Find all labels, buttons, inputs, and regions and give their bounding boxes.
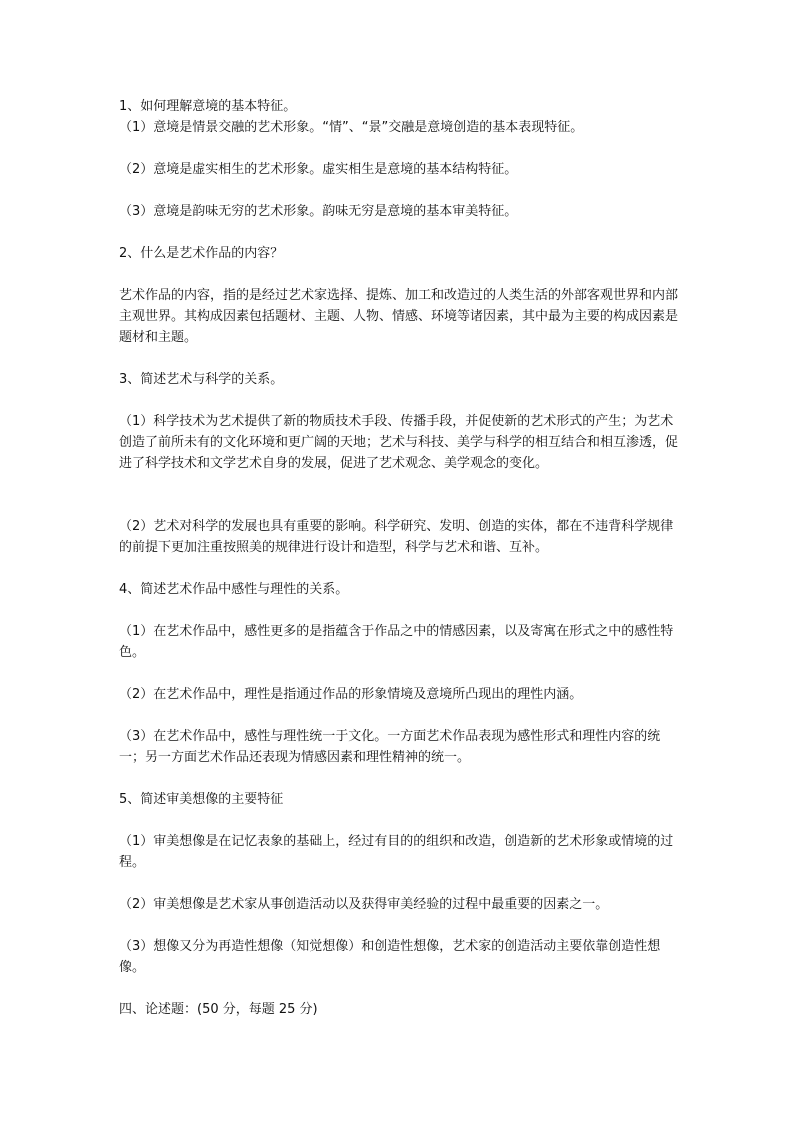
answer-3-point-2: （2）艺术对科学的发展也具有重要的影响。科学研究、发明、创造的实体，都在不违背科学规律的前提下更加注重按照美的规律进行设计和造型，科学与艺术和谐、互补。 <box>119 519 674 555</box>
answer-1-point-1: （1）意境是情景交融的艺术形象。“情”、“景”交融是意境创造的基本表现特征。 <box>119 120 584 135</box>
answer-4-point-1: （1）在艺术作品中，感性更多的是指蕴含于作品之中的情感因素，以及寄寓在形式之中的感性特色。 <box>119 624 674 660</box>
question-2-title: 2、什么是艺术作品的内容？ <box>119 246 284 261</box>
answer-4-point-3: （3）在艺术作品中，感性与理性统一于文化。一方面艺术作品表现为感性形式和理性内容的统一；另一方面艺术作品还表现为情感因素和理性精神的统一。 <box>119 729 661 765</box>
document-page <box>119 96 679 1020</box>
answer-5-point-2: （2）审美想像是艺术家从事创造活动以及获得审美经验的过程中最重要的因素之一。 <box>119 897 609 912</box>
answer-2: 艺术作品的内容，指的是经过艺术家选择、提炼、加工和改造过的人类生活的外部客观世界和内部主观世界。其构成因素包括题材、主题、人物、情感、环境等诸因素，其中最为主要的构成因素是题材和主题。 <box>119 288 679 345</box>
question-4-title: 4、简述艺术作品中感性与理性的关系。 <box>119 582 349 597</box>
answer-5-point-3: （3）想像又分为再造性想像（知觉想像）和创造性想像，艺术家的创造活动主要依靠创造性想像。 <box>119 939 661 975</box>
answer-5-point-1: （1）审美想像是在记忆表象的基础上，经过有目的的组织和改造，创造新的艺术形象或情境的过程。 <box>119 834 674 870</box>
answer-1-point-3: （3）意境是韵味无穷的艺术形象。韵味无穷是意境的基本审美特征。 <box>119 204 518 219</box>
question-3-title: 3、简述艺术与科学的关系。 <box>119 372 284 387</box>
question-5-title: 5、简述审美想像的主要特征 <box>119 792 284 807</box>
answer-3-point-1: （1）科学技术为艺术提供了新的物质技术手段、传播手段，并促使新的艺术形式的产生；为艺术创造了前所未有的文化环境和更广阔的天地；艺术与科技、美学与科学的相互结合和相互渗透，促进了科学技术和文学艺术自身的发展，促进了艺术观念、美学观念的变化。 <box>119 414 679 471</box>
answer-4-point-2: （2）在艺术作品中，理性是指通过作品的形象情境及意境所凸现出的理性内涵。 <box>119 687 583 702</box>
question-1-title: 1、如何理解意境的基本特征。 <box>119 99 297 114</box>
answer-1-point-2: （2）意境是虚实相生的艺术形象。虚实相生是意境的基本结构特征。 <box>119 162 518 177</box>
section-4-heading: 四、论述题：(50 分，每题 25 分) <box>119 1002 318 1017</box>
